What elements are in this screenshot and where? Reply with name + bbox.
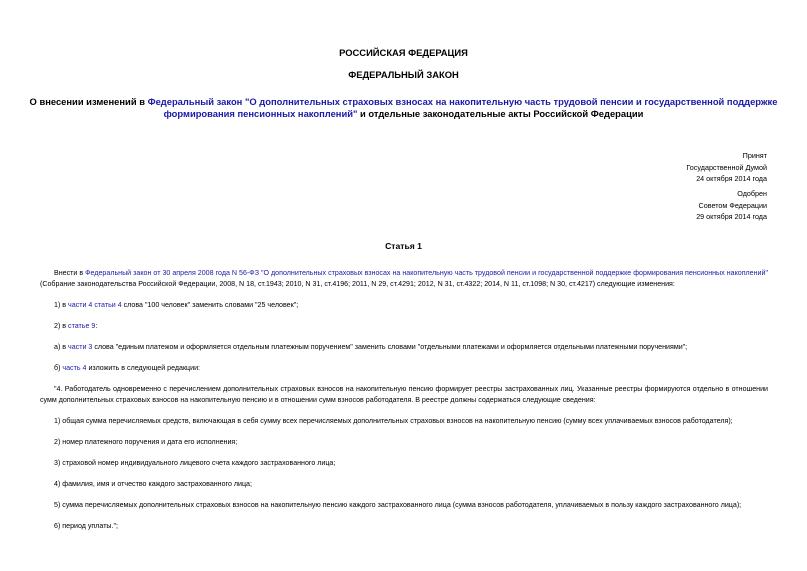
adopted-line3: 24 октября 2014 года xyxy=(696,174,767,184)
list-item-6-text: 6) период уплаты."; xyxy=(54,522,118,530)
subitem-a-text-a: а) в xyxy=(54,343,69,351)
adopted-line1: Принят xyxy=(742,151,767,160)
list-item-5 xyxy=(40,500,768,511)
paragraph-item-2 xyxy=(40,321,768,332)
header-country: РОССИЙСКАЯ ФЕДЕРАЦИЯ xyxy=(339,47,468,58)
header-doc-type: ФЕДЕРАЛЬНЫЙ ЗАКОН xyxy=(348,69,459,80)
approved-block xyxy=(696,188,767,223)
list-item-2 xyxy=(40,437,768,448)
subitem-a-text-b: слова "единым платежом и оформляется отдельным платежным поручением" заменить словами "отдельными платежами и оформляется отдельными платежными поручениями"; xyxy=(92,343,688,351)
list-item-3-text: 3) страховой номер индивидуального лицевого счета каждого застрахованного лица; xyxy=(54,459,336,467)
subitem-b-text-b: изложить в следующей редакции: xyxy=(86,364,201,372)
list-item-4 xyxy=(40,479,768,490)
paragraph-subitem-a xyxy=(40,342,768,353)
approved-line1: Одобрен xyxy=(737,189,767,198)
paragraph-intro xyxy=(40,268,768,290)
title-prefix: О внесении изменений в xyxy=(29,96,148,107)
article-title: Статья 1 xyxy=(385,241,422,251)
subitem-a-link[interactable]: части 3 xyxy=(68,343,93,351)
list-item-2-text: 2) номер платежного поручения и дата его исполнения; xyxy=(54,438,238,446)
list-item-1-text: 1) общая сумма перечисляемых средств, включающая в себя сумму всех перечисляемых дополнительных страховых взносов на накопительную пенсию (сумму всех уплачиваемых взносов работодателя); xyxy=(54,417,733,425)
item-1-link[interactable]: части 4 статьи 4 xyxy=(68,301,122,309)
paragraph-part-4 xyxy=(40,384,768,406)
approved-line3: 29 октября 2014 года xyxy=(696,212,767,222)
item-2-text-a: 2) в xyxy=(54,322,69,330)
approved-line2: Советом Федерации xyxy=(698,200,767,210)
intro-text-a: Внести в xyxy=(54,269,86,277)
subitem-b-text-a: б) xyxy=(54,364,63,372)
list-item-6 xyxy=(40,521,768,532)
item-2-link[interactable]: статье 9 xyxy=(68,322,96,330)
adopted-line2: Государственной Думой xyxy=(686,162,767,172)
paragraph-subitem-b xyxy=(40,363,768,374)
item-1-text-a: 1) в xyxy=(54,301,69,309)
intro-law-link[interactable]: Федеральный закон от 30 апреля 2008 года N 56-ФЗ "О дополнительных страховых взносах на накопительную часть трудовой пенсии и государственной поддержке формирования пенсионных накоплений" xyxy=(85,269,768,277)
list-item-5-text: 5) сумма перечисляемых дополнительных страховых взносов на накопительную пенсию каждого застрахованного лица (сумма взносов работодателя, уплачиваемых в пользу каждого застрахованного лица); xyxy=(54,501,742,509)
intro-text-b: (Собрание законодательства Российской Федерации, 2008, N 18, ст.1943; 2010, N 31, ст.4196; 2011, N 29, ст.4291; 2012, N 31, ст.4322; 2014, N 11, ст.1098; N 30, ст.4217) следующие изменения: xyxy=(40,280,675,288)
list-item-4-text: 4) фамилия, имя и отчество каждого застрахованного лица; xyxy=(54,480,252,488)
document-title xyxy=(20,96,787,120)
part-4-text: "4. Работодатель одновременно с перечислением дополнительных страховых взносов на накопительную пенсию формирует реестры застрахованных лиц. Указанные реестры формируются отдельно в отношении сумм дополнительных страховых взносов на накопительную пенсию и в отношении сумм взносов работодателя. В реестре должны содержаться следующие сведения: xyxy=(40,385,768,404)
item-2-text-b: : xyxy=(95,322,98,330)
list-item-3 xyxy=(40,458,768,469)
title-suffix: и отдельные законодательные акты Российской Федерации xyxy=(357,108,644,119)
item-1-text-b: слова "100 человек" заменить словами "25 человек"; xyxy=(121,301,299,309)
subitem-b-link[interactable]: часть 4 xyxy=(62,364,87,372)
list-item-1 xyxy=(40,416,768,427)
paragraph-item-1 xyxy=(40,300,768,311)
adopted-block xyxy=(686,150,767,185)
title-law-link[interactable]: Федеральный закон "О дополнительных страховых взносах на накопительную часть трудовой пенсии и государственной поддержке формирования пенсионных накоплений" xyxy=(147,96,778,119)
